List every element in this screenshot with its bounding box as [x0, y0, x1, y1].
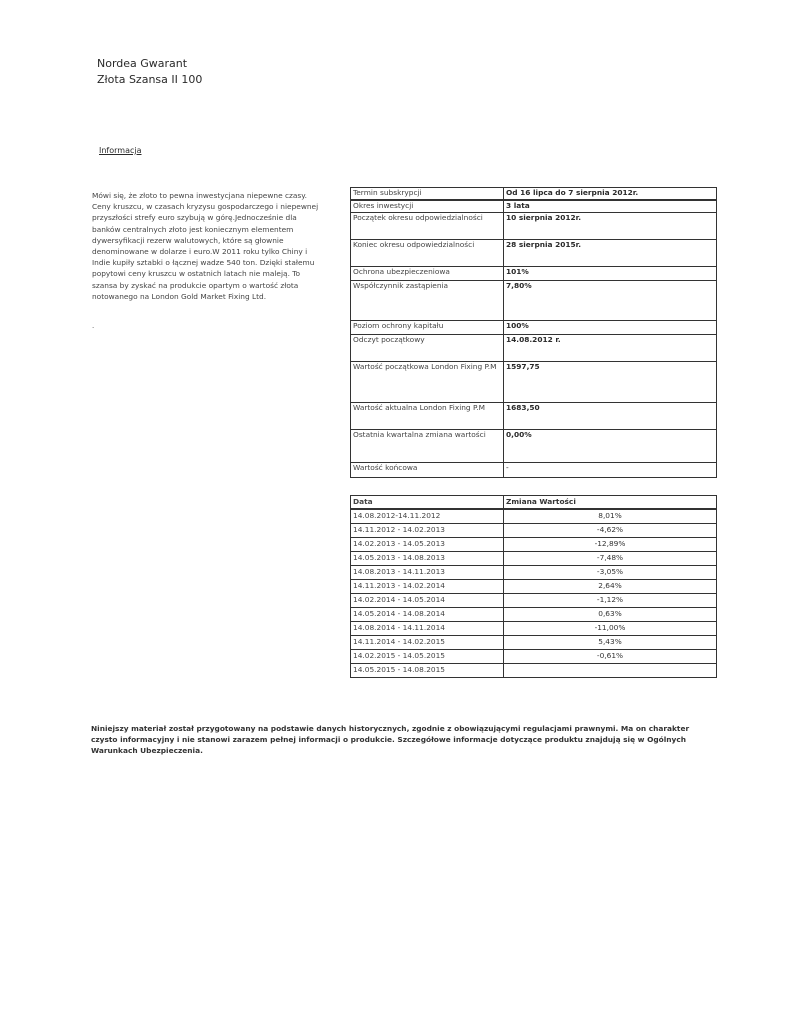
description-dot: . [92, 322, 95, 330]
date-cell: 14.05.2013 - 14.08.2013 [351, 552, 504, 566]
info-label: Wartość aktualna London Fixing P.M [351, 403, 504, 430]
change-cell [504, 664, 717, 678]
info-row-period [351, 200, 717, 213]
change-cell: 0,63% [504, 608, 717, 622]
info-row-initial-reading [351, 335, 717, 362]
info-row-protection [351, 267, 717, 281]
table-row [351, 608, 717, 622]
info-label: Wartość początkowa London Fixing P.M [351, 362, 504, 403]
date-cell: 14.05.2015 - 14.08.2015 [351, 664, 504, 678]
info-label: Współczynnik zastąpienia [351, 281, 504, 321]
table-row [351, 524, 717, 538]
change-cell: -11,00% [504, 622, 717, 636]
info-label: Koniec okresu odpowiedzialności [351, 240, 504, 267]
change-cell: -0,61% [504, 650, 717, 664]
info-value: 3 lata [504, 200, 717, 213]
info-row-current-value [351, 403, 717, 430]
info-label: Odczyt początkowy [351, 335, 504, 362]
legal-disclaimer: Niniejszy materiał został przygotowany na podstawie danych historycznych, zgodnie z obowiązującymi regulacjami prawnymi. Ma on charakter czysto informacyjny i nie stanowi zarazem pełnej informacji o produkcie. Szczegółowe informacje dotyczące produktu znajdują się w Ogólnych Warunkach Ubezpieczenia. [91, 724, 690, 755]
info-row-end [351, 240, 717, 267]
info-label: Początek okresu odpowiedzialności [351, 213, 504, 240]
info-row-start [351, 213, 717, 240]
table-row [351, 650, 717, 664]
info-value: 100% [504, 321, 717, 335]
date-cell: 14.11.2014 - 14.02.2015 [351, 636, 504, 650]
table-row [351, 664, 717, 678]
table-row [351, 622, 717, 636]
change-cell: -1,12% [504, 594, 717, 608]
info-value: 7,80% [504, 281, 717, 321]
info-label: Okres inwestycji [351, 200, 504, 213]
change-cell: -3,05% [504, 566, 717, 580]
info-row-quarterly-change [351, 430, 717, 463]
info-label: Ochrona ubezpieczeniowa [351, 267, 504, 281]
informacja-link[interactable]: Informacja [99, 146, 142, 155]
table-row [351, 594, 717, 608]
product-title-line2: Złota Szansa II 100 [97, 73, 203, 86]
info-value: 10 sierpnia 2012r. [504, 213, 717, 240]
product-title-line1: Nordea Gwarant [97, 57, 188, 70]
info-value: - [504, 463, 717, 478]
info-label: Wartość końcowa [351, 463, 504, 478]
info-value: 0,00% [504, 430, 717, 463]
table-row [351, 636, 717, 650]
info-label: Ostatnia kwartalna zmiana wartości [351, 430, 504, 463]
table-row [351, 580, 717, 594]
info-label: Termin subskrypcji [351, 188, 504, 200]
info-row-subscription [351, 188, 717, 200]
date-cell: 14.05.2014 - 14.08.2014 [351, 608, 504, 622]
table-header-row [351, 496, 717, 510]
date-cell: 14.02.2013 - 14.05.2013 [351, 538, 504, 552]
date-cell: 14.08.2012-14.11.2012 [351, 509, 504, 524]
date-cell: 14.08.2013 - 14.11.2013 [351, 566, 504, 580]
info-value: 28 sierpnia 2015r. [504, 240, 717, 267]
info-value: 1683,50 [504, 403, 717, 430]
table-row [351, 509, 717, 524]
info-row-initial-value [351, 362, 717, 403]
date-cell: 14.11.2013 - 14.02.2014 [351, 580, 504, 594]
info-value: 101% [504, 267, 717, 281]
info-value: 1597,75 [504, 362, 717, 403]
product-description: Mówi się, że złoto to pewna inwestycjana niepewne czasy. Ceny kruszcu, w czasach kryzysu gospodarczego i niepewnej przyszłości strefy euro szybują w górę.Jednocześnie dla banków centralnych złoto jest koniecznym elementem dywersyfikacji rezerw walutowych, które są głownie denominowane w dolarze i euro.W 2011 roku tylko Chiny i Indie kupiły sztabki o łącznej wadze 540 ton. Dzięki stałemu popytowi ceny kruszcu w ostatnich latach nie maleją. To szansa by zyskać na produkcie opartym o wartość złota notowanego na London Gold Market Fixing Ltd. [92, 191, 319, 301]
column-header-change: Zmiana Wartości [504, 496, 717, 510]
change-cell: -12,89% [504, 538, 717, 552]
change-cell: 8,01% [504, 509, 717, 524]
date-cell: 14.08.2014 - 14.11.2014 [351, 622, 504, 636]
info-row-capital [351, 321, 717, 335]
table-row [351, 552, 717, 566]
change-cell: -4,62% [504, 524, 717, 538]
table-row [351, 538, 717, 552]
info-value: Od 16 lipca do 7 sierpnia 2012r. [504, 188, 717, 200]
info-row-final-value [351, 463, 717, 478]
change-cell: 5,43% [504, 636, 717, 650]
change-cell: 2,64% [504, 580, 717, 594]
column-header-date: Data [351, 496, 504, 510]
info-label: Poziom ochrony kapitału [351, 321, 504, 335]
change-cell: -7,48% [504, 552, 717, 566]
product-title [97, 56, 202, 88]
info-row-coefficient [351, 281, 717, 321]
date-cell: 14.02.2015 - 14.05.2015 [351, 650, 504, 664]
table-row [351, 566, 717, 580]
date-cell: 14.11.2012 - 14.02.2013 [351, 524, 504, 538]
info-value: 14.08.2012 r. [504, 335, 717, 362]
value-change-table [350, 495, 717, 678]
product-info-table [350, 187, 717, 478]
date-cell: 14.02.2014 - 14.05.2014 [351, 594, 504, 608]
